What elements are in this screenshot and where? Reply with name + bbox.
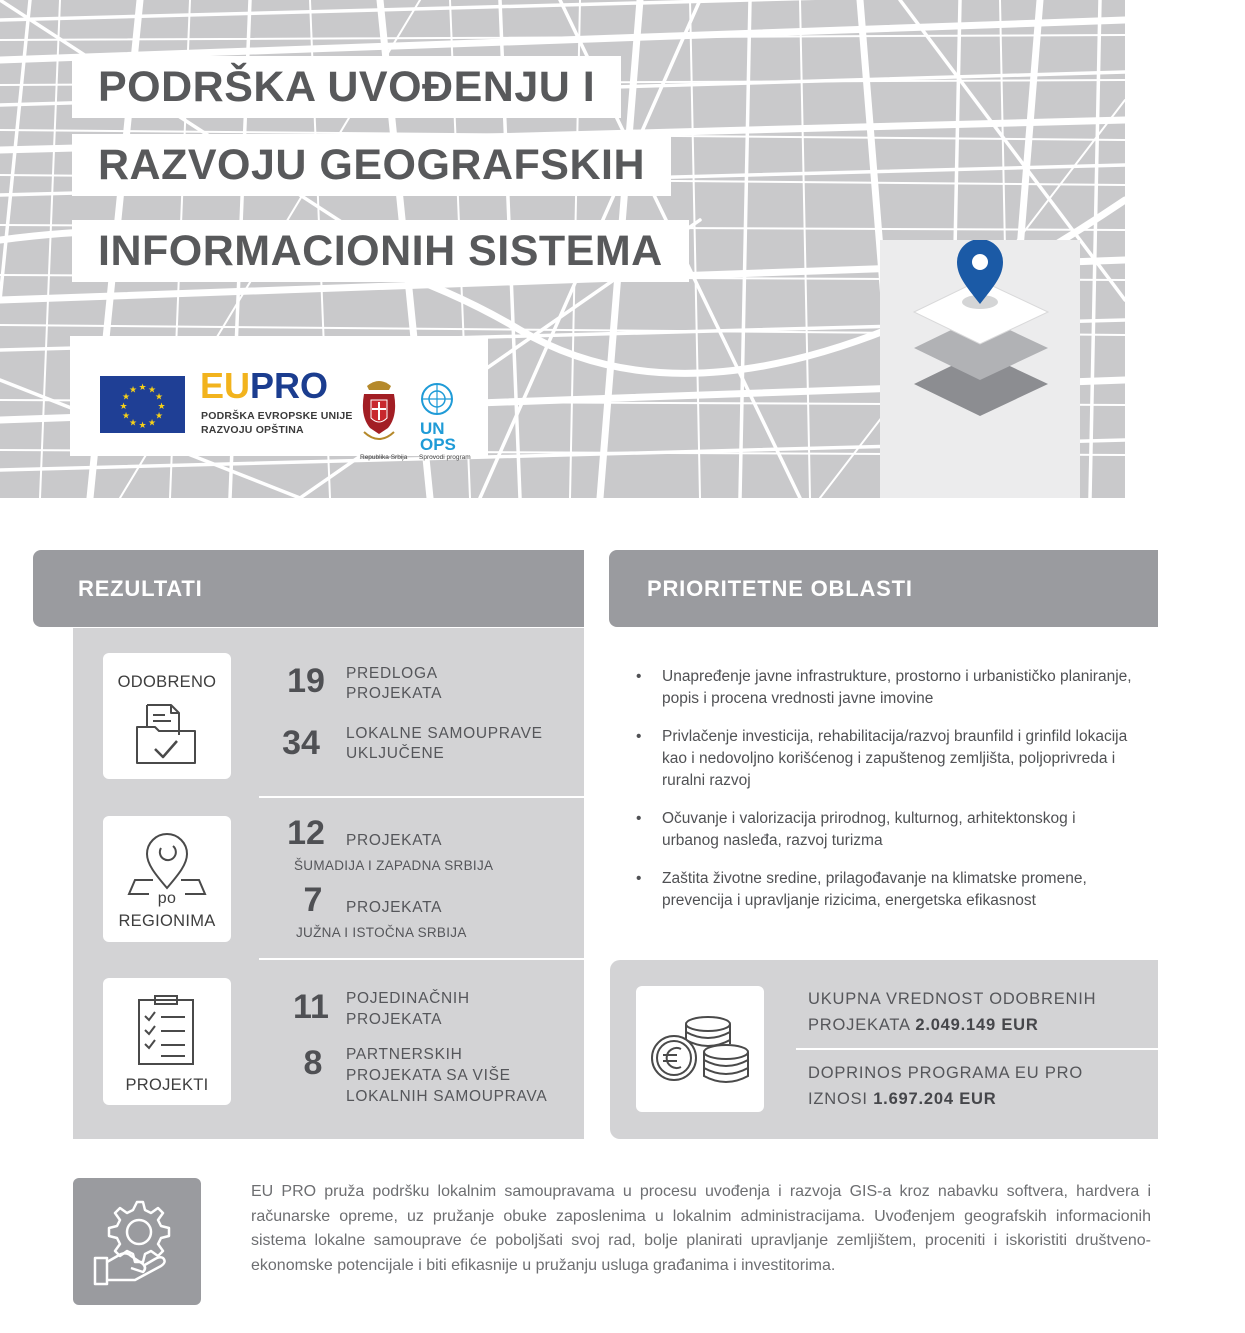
priority-item: • Očuvanje i valorizacija prirodnog, kulturnog, arhitektonskog i urbanog nasleđa, razvoj turizma xyxy=(636,808,1136,852)
approved-label: ODOBRENO xyxy=(117,673,217,691)
approved-folder-icon xyxy=(133,697,203,767)
municipalities-line1: LOKALNE SAMOUPRAVE xyxy=(346,725,543,742)
partner-projects-line3: LOKALNIH SAMOUPRAVA xyxy=(346,1088,548,1105)
approved-proposals-line1: PREDLOGA xyxy=(346,665,438,682)
priorities-list xyxy=(636,666,1136,928)
eupro-logo-wordmark xyxy=(200,365,329,406)
individual-projects-number: 11 xyxy=(293,988,329,1026)
unops-un: UN xyxy=(420,419,445,438)
contribution-amount: 1.697.204 EUR xyxy=(873,1090,997,1108)
projects-card xyxy=(103,978,231,1105)
gis-icon-panel xyxy=(880,240,1080,498)
title-line-1: PODRŠKA UVOĐENJU I xyxy=(72,56,621,118)
partner-projects-number: 8 xyxy=(303,1044,323,1082)
hero-banner xyxy=(0,0,1125,498)
svg-text:★: ★ xyxy=(128,385,138,396)
regions-label: REGIONIMA xyxy=(118,912,216,930)
region1-label: PROJEKATA xyxy=(346,832,443,849)
un-emblem-icon xyxy=(420,382,454,416)
projects-label: PROJEKTI xyxy=(125,1076,209,1094)
total-value-label: PROJEKATA xyxy=(808,1016,910,1034)
eupro-subtitle-2: RAZVOJU OPŠTINA xyxy=(201,424,304,436)
eu-stars-icon xyxy=(100,376,185,433)
eupro-pro: PRO xyxy=(250,365,329,406)
results-divider-2 xyxy=(259,958,584,960)
region2-name: JUŽNA I ISTOČNA SRBIJA xyxy=(296,925,467,940)
eu-flag-logo xyxy=(100,376,185,433)
regions-label-top: po xyxy=(157,890,177,907)
priority-item: • Zaštita životne sredine, prilagođavanje na klimatske promene, prevencija i upravljanje rizicima, energetska efikasnost xyxy=(636,868,1136,912)
eupro-eu: EU xyxy=(200,365,251,406)
approved-proposals-number: 19 xyxy=(287,662,325,700)
municipalities-line2: UKLJUČENE xyxy=(346,745,445,762)
contribution-label: IZNOSI xyxy=(808,1090,868,1108)
contribution-line2 xyxy=(808,1086,996,1112)
region2-number: 7 xyxy=(303,881,323,919)
eupro-subtitle-1: PODRŠKA EVROPSKE UNIJE xyxy=(201,410,353,422)
svg-text:★: ★ xyxy=(147,385,157,396)
title-line-2: RAZVOJU GEOGRAFSKIH xyxy=(72,134,671,196)
svg-text:★: ★ xyxy=(119,402,128,412)
footer-icon-box xyxy=(73,1178,201,1305)
approved-card xyxy=(103,653,231,779)
partner-projects-line2: PROJEKATA SA VIŠE xyxy=(346,1067,511,1084)
individual-projects-line2: PROJEKATA xyxy=(346,1011,443,1028)
gear-hand-icon xyxy=(91,1196,183,1288)
partner-logos xyxy=(70,336,488,461)
priorities-header: PRIORITETNE OBLASTI xyxy=(609,550,1158,627)
value-divider xyxy=(796,1048,1158,1050)
svg-text:★: ★ xyxy=(121,392,131,403)
svg-text:★: ★ xyxy=(154,392,164,403)
region1-number: 12 xyxy=(287,814,325,852)
results-header: REZULTATI xyxy=(33,550,584,627)
svg-text:★: ★ xyxy=(157,402,166,412)
results-panel xyxy=(73,628,584,1139)
regions-card xyxy=(103,816,231,942)
contribution-line1: DOPRINOS PROGRAMA EU PRO xyxy=(808,1064,1083,1082)
individual-projects-line1: POJEDINAČNIH xyxy=(346,990,470,1007)
total-value-line2 xyxy=(808,1012,1039,1038)
svg-text:★: ★ xyxy=(121,411,131,422)
svg-text:★: ★ xyxy=(154,411,164,422)
svg-text:★: ★ xyxy=(128,418,138,429)
euro-coins-icon xyxy=(648,1014,754,1086)
svg-text:★: ★ xyxy=(138,383,147,393)
total-value-line1: UKUPNA VREDNOST ODOBRENIH xyxy=(808,990,1097,1008)
partner-projects-line1: PARTNERSKIH xyxy=(346,1046,463,1063)
serbia-coat-of-arms-icon xyxy=(360,376,398,452)
footer-description: EU PRO pruža podršku lokalnim samoupravama u procesu uvođenja i razvoja GIS-a kroz nabavku softvera, hardvera i računarske opreme, uz pružanje obuke zaposlenima u lokalnim administracijama. Uvođenjem geografskih informacionih sistema lokalne samouprave će poboljšati svoj rad, bolje planirati upravljanje zemljištem, proceniti i iskoristiti društveno-ekonomske potencijale i biti efikasnije u pružanju usluga građanima i investitorima. xyxy=(251,1183,1151,1274)
region2-label: PROJEKATA xyxy=(346,899,443,916)
region1-name: ŠUMADIJA I ZAPADNA SRBIJA xyxy=(294,858,494,873)
checklist-icon xyxy=(133,992,201,1068)
total-value-amount: 2.049.149 EUR xyxy=(915,1016,1039,1034)
unops-ops: OPS xyxy=(420,435,456,454)
serbia-caption: Republika Srbija xyxy=(360,454,408,461)
svg-text:★: ★ xyxy=(138,421,147,431)
gis-layers-icon xyxy=(880,240,1080,498)
svg-text:★: ★ xyxy=(147,418,157,429)
unops-caption: Sprovodi program xyxy=(419,454,471,461)
title-line-3: INFORMACIONIH SISTEMA xyxy=(72,220,689,282)
results-divider-1 xyxy=(259,796,584,798)
priority-item: • Privlačenje investicija, rehabilitacija/razvoj braunfild i grinfild lokacija kao i nedovoljno korišćenog i zapuštenog zemljišta, poljoprivreda i ruralni razvoj xyxy=(636,726,1136,792)
priority-item: • Unapređenje javne infrastrukture, prostorno i urbanističko planiranje, popis i procena vrednosti javne imovine xyxy=(636,666,1136,710)
municipalities-number: 34 xyxy=(282,724,320,762)
project-value-box xyxy=(610,960,1158,1139)
coins-card xyxy=(636,986,764,1112)
approved-proposals-line2: PROJEKATA xyxy=(346,685,443,702)
